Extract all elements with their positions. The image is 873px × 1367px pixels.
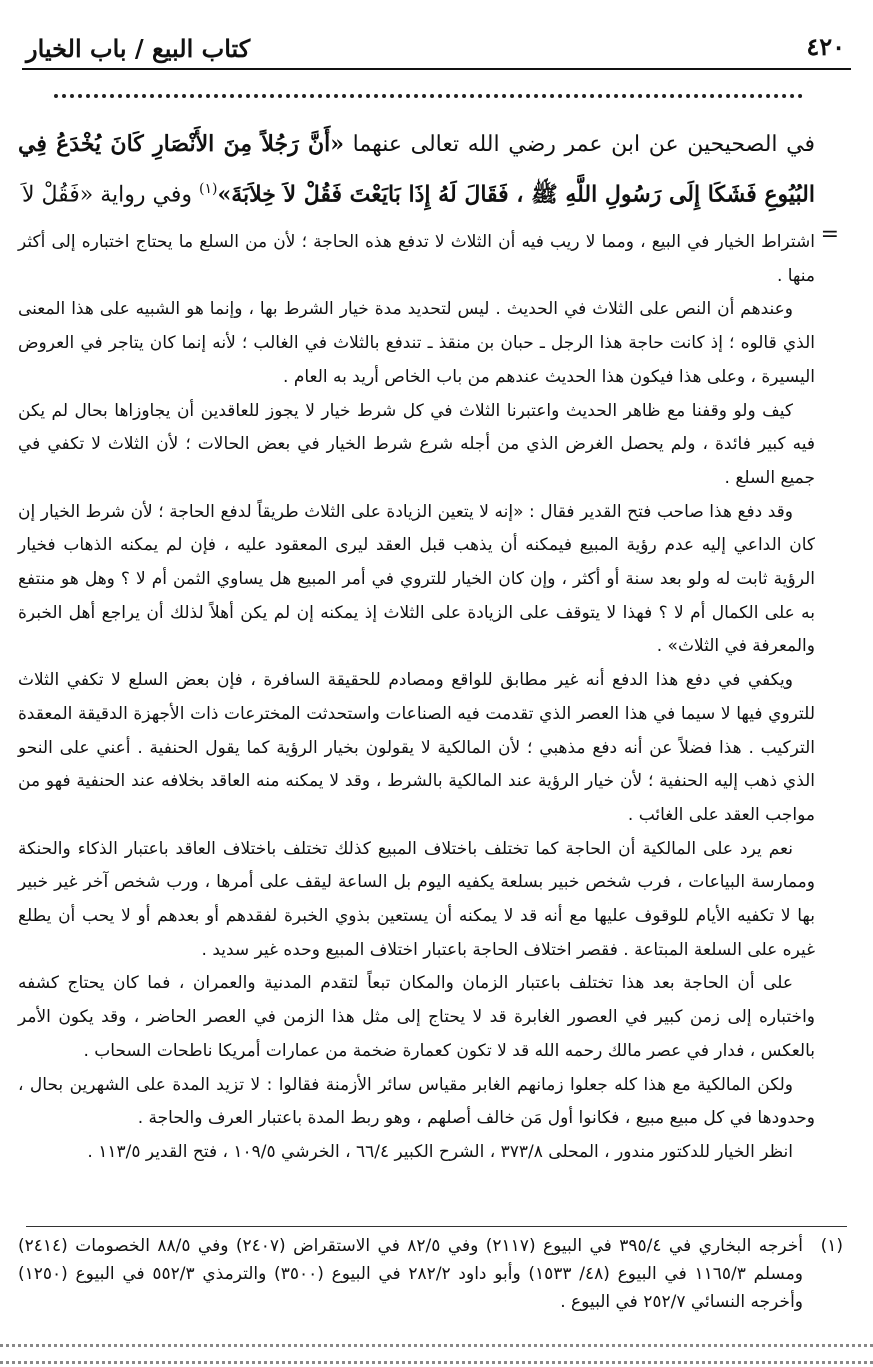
footnote-text: أخرجه البخاري في ٣٩٥/٤ في البيوع (٢١١٧) وفي ٨٢/٥ في الاستقراض (٢٤٠٧) وفي ٨٨/٥ الخصومات (٢٤١٤) ومسلم ١١٦٥/٣ في البيوع (٤٨/ ١٥٣٣) وأبو داود ٢٨٢/٢ في البيوع (٣٥٠٠) والترمذي ٥٥٢/٣ في البيوع (١٢٥٠) وأخرجه النسائي ٢٥٢/٧ في البيوع . — [18, 1236, 804, 1312]
continuation-mark: = — [820, 222, 839, 247]
commentary-reference: انظر الخيار للدكتور مندور ، المحلى ٣٧٣/٨ ، الشرح الكبير ٦٦/٤ ، الخرشي ١٠٩/٥ ، فتح القدير ١١٣/٥ . — [87, 1141, 793, 1162]
footnote-number: (١) — [820, 1236, 843, 1256]
main-tail: وفي رواية «فَقُلْ لاَ — [21, 182, 199, 208]
commentary — [18, 226, 815, 1170]
running-header — [22, 28, 851, 70]
hadith-quote: «أَنَّ رَجُلاً مِنَ الأَنْصَارِ كَانَ يُخْدَعُ فِي البُيُوعِ فَشَكَا إِلَى رَسُولِ اللَّهِ ﷺ ، فَقَالَ لَهُ إِذَا بَايَعْتَ فَقُلْ لاَ خِلاَبَةَ» — [18, 131, 815, 208]
commentary-paragraph: كيف ولو وقفنا مع ظاهر الحديث واعتبرنا الثلاث في كل شرط خيار لا يجوز للعاقدين أن يجاوزاها بحال لم يكن فيه كبير فائدة ، ولم يحصل الغرض الذي من أجله شرع شرط الخيار في بعض الحالات ؛ لأن الثلاث لا تكفي في جميع السلع . — [18, 400, 815, 488]
commentary-paragraph: وعندهم أن النص على الثلاث في الحديث . ليس لتحديد مدة خيار الشرط بها ، وإنما هو الشبيه على هذا المعنى الذي قالوه ؛ إذ كانت حاجة هذا الرجل ـ حبان بن منقذ ـ تندفع بالثلاث في الغالب ؛ لأنه إنما كان يتاجر في العروض اليسيرة ، وعلى هذا فيكون هذا الحديث عندهم من باب الخاص أريد به العام . — [18, 299, 815, 387]
page-number: ٤٢٠ — [806, 32, 845, 61]
commentary-paragraph: ولكن المالكية مع هذا كله جعلوا زمانهم الغابر مقياس سائر الأزمنة فقالوا : لا تزيد المدة على الشهرين بحال ، وحدودها في كل مبيع مبيع ، فكانوا أول مَن خالف أصلهم ، وهو ربط المدة باعتبار العرف والحاجة . — [18, 1074, 815, 1129]
commentary-paragraph: اشتراط الخيار في البيع ، ومما لا ريب فيه أن الثلاث لا تدفع هذه الحاجة ؛ لأن من السلع ما يحتاج اختباره إلى أكثر منها . — [18, 232, 815, 286]
footnote — [18, 1232, 843, 1316]
commentary-paragraph: نعم يرد على المالكية أن الحاجة كما تختلف باختلاف المبيع كذلك تختلف باختلاف العاقد باعتبار الذكاء والحنكة وممارسة البياعات ، فرب شخص خبير بسلعة يكفيه اليوم بل الساعة ليقف على أمرها ، ورب شخص آخر غير خبير بها لا تكفيه الأيام للوقوف عليها مع أنه قد لا يمكنه أن يستعين بذوي الخبرة لفقدهم أو بعدهم أو لا يحب أن يطلع غيره على السلعة المبتاعة . فقصر اختلاف الحاجة باعتبار اختلاف المبيع وحده غير سديد . — [18, 838, 815, 960]
main-intro: في الصحيحين عن ابن عمر رضي الله تعالى عنهما — [344, 132, 816, 157]
commentary-paragraph: وقد دفع هذا صاحب فتح القدير فقال : «إنه لا يتعين الزيادة على الثلاث طريقاً لدفع الحاجة ؛ لأن شرط الخيار إن كان الداعي إليه عدم رؤية المبيع فيمكنه أن يذهب قبل العقد ليرى المعقود عليه ، فإن لم يمكنه الذهاب فخيار الرؤية ثابت له ولو بعد سنة أو أكثر ، وإن كان الخيار للتروي في أمر المبيع هل يساوي الثمن أم لا ؟ وهل هو منتفع به على الكمال أم لا ؟ فهذا لا يتوقف على الزيادة على الثلاث إذ يمكنه إن لم يكن أهلاً لذلك أن يراجع أهل الخبرة والمعرفة في الثلاث» . — [18, 501, 815, 657]
commentary-paragraph: ويكفي في دفع هذا الدفع أنه غير مطابق للواقع ومصادم للحقيقة السافرة ، فإن بعض السلع لا تكفي الثلاث للتروي فيها لا سيما في هذا العصر الذي تقدمت فيه الصناعات واستحدثت المخترعات ذات الأجهزة الدقيقة المعقدة التركيب . هذا فضلاً عن أنه دفع مذهبي ؛ لأن المالكية لا يقولون بخيار الرؤية كما يقول الحنفية . أعني على النحو الذي ذهب إليه الحنفية ؛ لأن خيار الرؤية عند المالكية بالشرط ، وقد لا يمكنه منه العاقد بخلافه عند الحنفية فهو من مواجب العقد على الغائب . — [18, 670, 815, 825]
header-title: كتاب البيع / باب الخيار — [26, 34, 251, 63]
bottom-border — [0, 1344, 873, 1364]
footnote-ref: (١) — [198, 181, 218, 197]
footnote-separator — [26, 1226, 847, 1227]
dotted-divider — [54, 94, 803, 118]
commentary-paragraph: على أن الحاجة بعد هذا تختلف باعتبار الزمان والمكان تبعاً لتقدم المدنية والعمران ، فما كان يحتاج كشفه واختباره إلى زمن كبير في العصور الغابرة قد لا يحتاج إلى مثل هذا الزمن في العصر الحاضر ، وقد يكون الأمر بالعكس ، فدار في عصر مالك رحمه الله قد لا تكون كعمارة ضخمة من عمارات أمريكا ناطحات السحاب . — [18, 973, 815, 1061]
main-text — [18, 122, 815, 217]
